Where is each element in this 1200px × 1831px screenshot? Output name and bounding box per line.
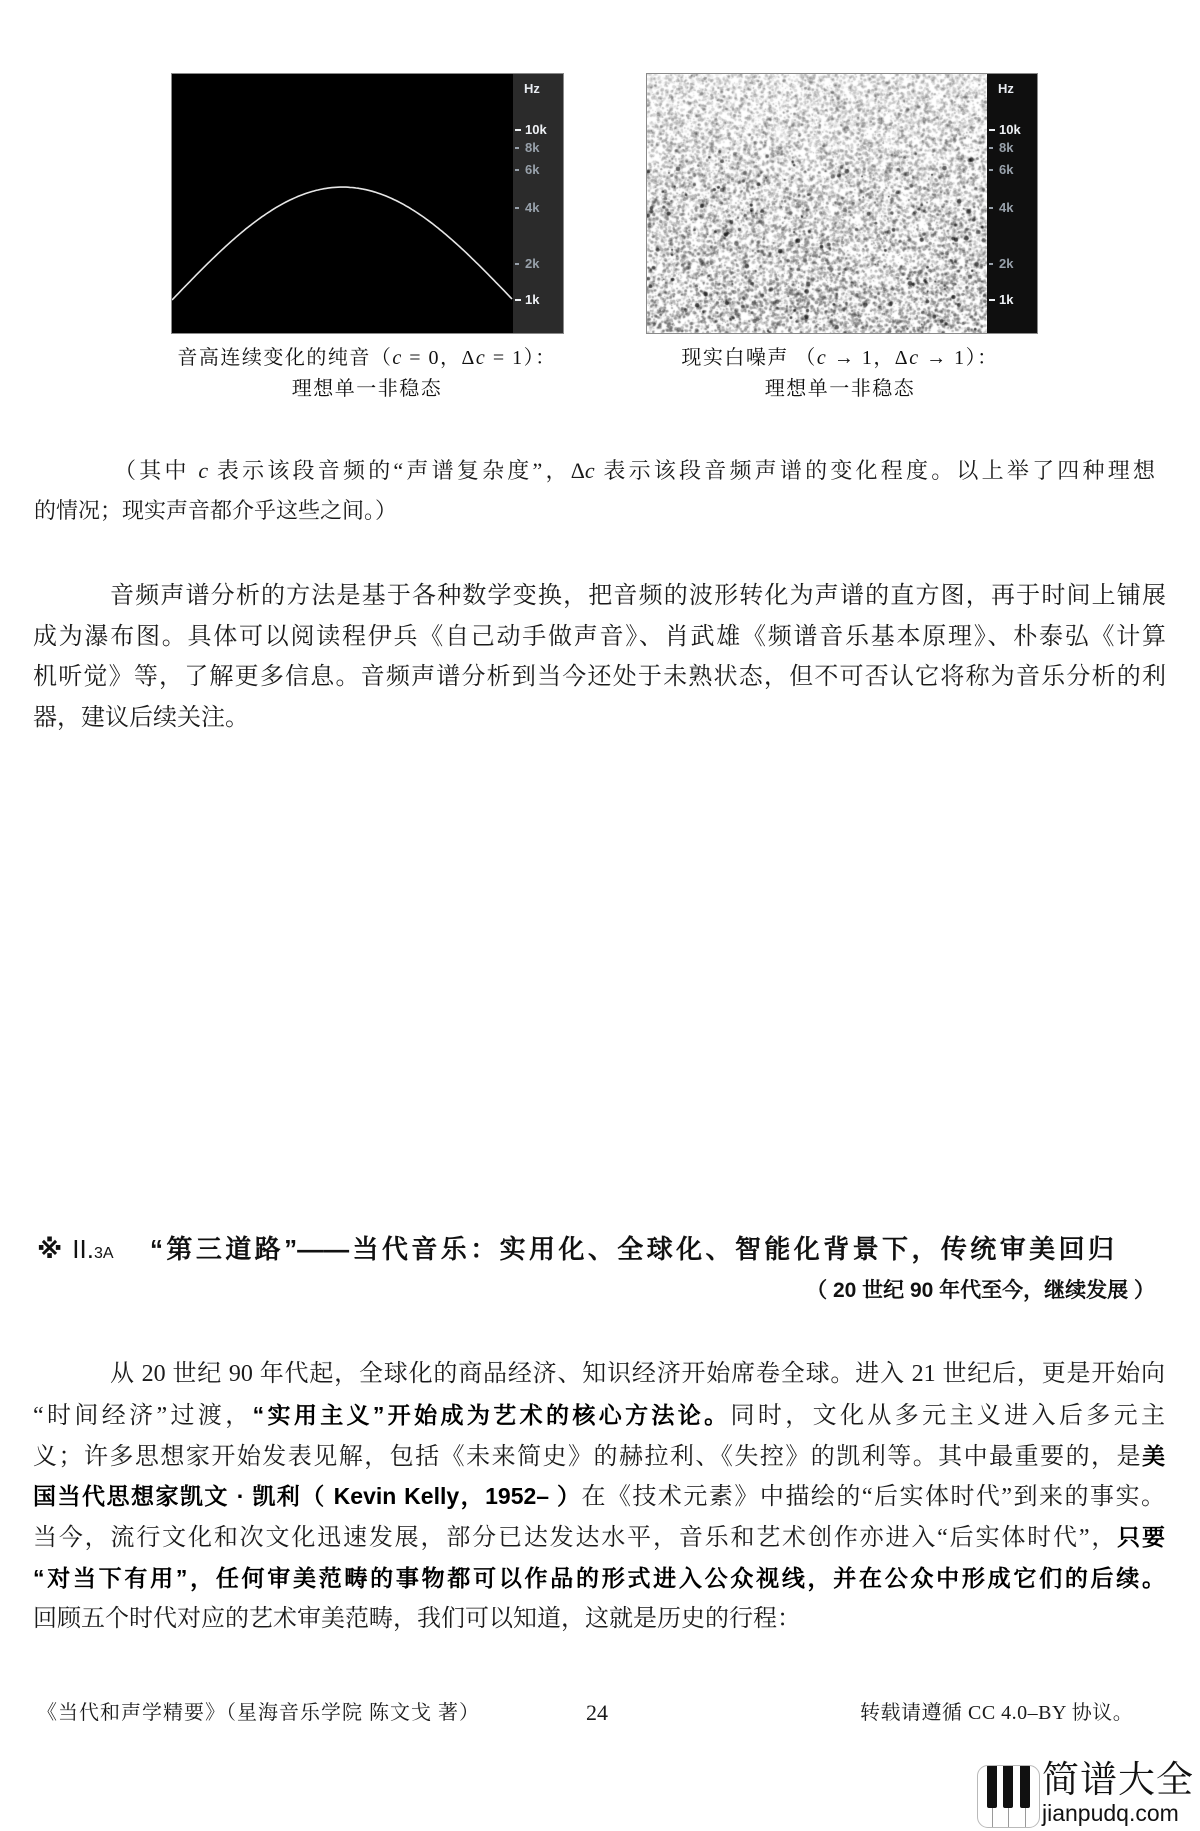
caption-text: ）：	[523, 347, 557, 369]
axis-tick	[513, 162, 563, 178]
tick-mark	[515, 263, 519, 265]
tick-mark	[989, 169, 993, 171]
math-text: → 1，Δ	[827, 347, 910, 369]
tick-mark	[515, 207, 519, 209]
caption-line	[107, 343, 627, 374]
paragraph-line	[33, 1558, 1165, 1599]
reference-mark-icon: ※	[37, 1234, 63, 1264]
tick-label: 6k	[525, 162, 540, 177]
spectrogram-plot-area	[647, 74, 987, 333]
text-segment: 义；许多思想家开始发表见解，包括《未来简史》的赫拉利、《失控》的凯利等。其中最重要的，是	[33, 1443, 1142, 1470]
tick-mark	[989, 299, 995, 301]
piano-keys-icon	[977, 1765, 1040, 1828]
paragraph-line: 器，建议后续关注。	[33, 705, 249, 732]
axis-tick	[987, 256, 1037, 272]
paragraph-line	[33, 1517, 1165, 1558]
paragraph-line	[34, 451, 1155, 491]
axis-tick	[513, 140, 563, 156]
tick-label: 4k	[999, 200, 1014, 215]
math-variable: c	[475, 347, 487, 369]
axis-unit-label: Hz	[998, 81, 1014, 96]
paragraph-line: 音频声谱分析的方法是基于各种数学变换，把音频的波形转化为声谱的直方图，再于时间上铺展	[110, 583, 1166, 609]
paragraph-line	[33, 1476, 1165, 1517]
axis-unit-label: Hz	[524, 81, 540, 96]
section-subtitle: （ 20 世纪 90 年代至今，继续发展 ）	[806, 1279, 1155, 1302]
math-variable: c	[392, 347, 403, 369]
caption-line-2: 理想单一非稳态	[291, 378, 443, 400]
math-variable: c	[909, 347, 920, 369]
text-segment: 从 20 世纪 90 年代起，全球化的商品经济、知识经济开始席卷全球。进入 21 世纪后，更是开始向	[110, 1361, 1165, 1387]
tick-mark	[989, 263, 993, 265]
caption-line-2: 理想单一非稳态	[764, 378, 916, 400]
tick-label: 2k	[525, 256, 540, 271]
math-text: → 1	[919, 347, 966, 369]
bold-text-segment: 国当代思想家凯文 · 凯利（ Kevin Kelly，1952– ）	[33, 1483, 582, 1510]
text-segment: “时间经济”过渡，	[33, 1402, 253, 1429]
bold-text-segment: 只要	[1117, 1524, 1165, 1551]
axis-tick	[513, 256, 563, 272]
body-paragraph-third-way	[33, 1354, 1165, 1640]
page-footer	[0, 1698, 1200, 1728]
black-key	[1003, 1766, 1013, 1808]
caption-text: ）：	[965, 347, 999, 369]
axis-tick	[513, 122, 563, 138]
math-text: = 1	[486, 347, 524, 369]
caption-line	[580, 343, 1100, 374]
text-segment: 表示该段音频的“声谱复杂度”，Δ	[208, 458, 585, 483]
section-number-roman: II.	[72, 1234, 94, 1264]
math-variable: c	[816, 347, 828, 369]
text-segment: （其中	[114, 458, 199, 483]
paragraph-line	[33, 1395, 1165, 1436]
tick-label: 6k	[999, 162, 1014, 177]
axis-tick	[987, 162, 1037, 178]
tick-label: 4k	[525, 200, 540, 215]
math-text: = 0，Δ	[402, 347, 476, 369]
text-segment: 同时，文化从多元主义进入后多元主	[730, 1402, 1165, 1429]
bold-text-segment: “对当下有用”，任何审美范畴的事物都可以作品的形式进入公众视线，并在公众中形成它们的后续。	[33, 1564, 1165, 1591]
axis-tick	[987, 140, 1037, 156]
spectrogram-plot-area	[172, 74, 513, 333]
watermark-brand: 简谱大全	[1042, 1759, 1194, 1800]
tick-mark	[989, 207, 993, 209]
black-key	[1020, 1766, 1030, 1808]
body-paragraph-spectral-analysis	[33, 576, 1166, 739]
bold-text-segment: “实用主义”开始成为艺术的核心方法论。	[252, 1401, 731, 1428]
watermark-domain: jianpudq.com	[1042, 1800, 1179, 1826]
paragraph-line	[33, 1599, 1165, 1640]
tick-label: 2k	[999, 256, 1014, 271]
figure-note-paragraph	[34, 451, 1155, 531]
section-number	[37, 1233, 150, 1270]
axis-tick	[513, 292, 563, 308]
tick-mark	[515, 147, 519, 149]
paragraph-line: 机听觉》等，了解更多信息。音频声谱分析到当今还处于未熟状态，但不可否认它将称为音乐分析的利	[33, 664, 1166, 691]
tick-mark	[515, 299, 521, 301]
section-number-suffix: 3A	[93, 1245, 114, 1262]
white-noise-canvas	[647, 74, 987, 333]
watermark-logo-text	[1042, 1760, 1200, 1826]
section-heading	[37, 1233, 1114, 1267]
paragraph-line: 成为瀑布图。具体可以阅读程伊兵《自己动手做声音》、肖武雄《频谱音乐基本原理》、朴泰弘《计算	[33, 623, 1166, 650]
caption-text: 现实白噪声 （	[681, 347, 817, 369]
bold-text-segment: 美	[1142, 1442, 1165, 1469]
text-segment: 的情况；现实声音都介乎这些之间。）	[34, 498, 398, 523]
math-variable: c	[584, 458, 595, 483]
pure-tone-spectrogram	[171, 73, 564, 334]
tick-label: 10k	[999, 122, 1021, 137]
pitch-curve-line	[172, 187, 512, 300]
text-segment: 在《技术元素》中描绘的“后实体时代”到来的事实。	[581, 1484, 1165, 1511]
text-segment: 当今，流行文化和次文化迅速发展，部分已达发达水平，音乐和艺术创作亦进入“后实体时代”，	[33, 1525, 1118, 1552]
axis-tick	[987, 122, 1037, 138]
axis-tick	[987, 200, 1037, 216]
license-notice: 转载请遵循 CC 4.0–BY 协议。	[860, 1702, 1134, 1724]
frequency-axis	[987, 74, 1037, 333]
pitch-curve	[172, 74, 513, 333]
caption-text: 音高连续变化的纯音（	[177, 347, 393, 369]
tick-mark	[989, 129, 995, 131]
book-title-credit: 《当代和声学精要》（星海音乐学院 陈文戈 著）	[37, 1702, 480, 1724]
tick-label: 10k	[525, 122, 547, 137]
text-segment: 表示该段音频声谱的变化程度。以上举了四种理想	[594, 458, 1155, 483]
tick-mark	[515, 129, 521, 131]
tick-mark	[515, 169, 519, 171]
tick-label: 1k	[525, 292, 540, 307]
figure-caption-white-noise	[580, 343, 1100, 405]
frequency-axis	[513, 74, 563, 333]
paragraph-line	[34, 491, 1155, 531]
white-noise-spectrogram	[646, 73, 1038, 334]
tick-label: 8k	[525, 140, 540, 155]
axis-tick	[513, 200, 563, 216]
tick-label: 1k	[999, 292, 1014, 307]
figure-caption-pure-tone	[107, 343, 627, 405]
tick-mark	[989, 147, 993, 149]
page-number: 24	[586, 1700, 608, 1725]
paragraph-line	[33, 1354, 1165, 1395]
math-variable: c	[198, 458, 209, 483]
text-segment: 回顾五个时代对应的艺术审美范畴，我们可以知道，这就是历史的行程：	[33, 1605, 801, 1632]
tick-label: 8k	[999, 140, 1014, 155]
section-title: “第三道路”——当代音乐：实用化、全球化、智能化背景下，传统审美回归	[150, 1234, 1114, 1264]
black-key	[987, 1766, 997, 1808]
axis-tick	[987, 292, 1037, 308]
paragraph-line	[33, 1436, 1165, 1477]
